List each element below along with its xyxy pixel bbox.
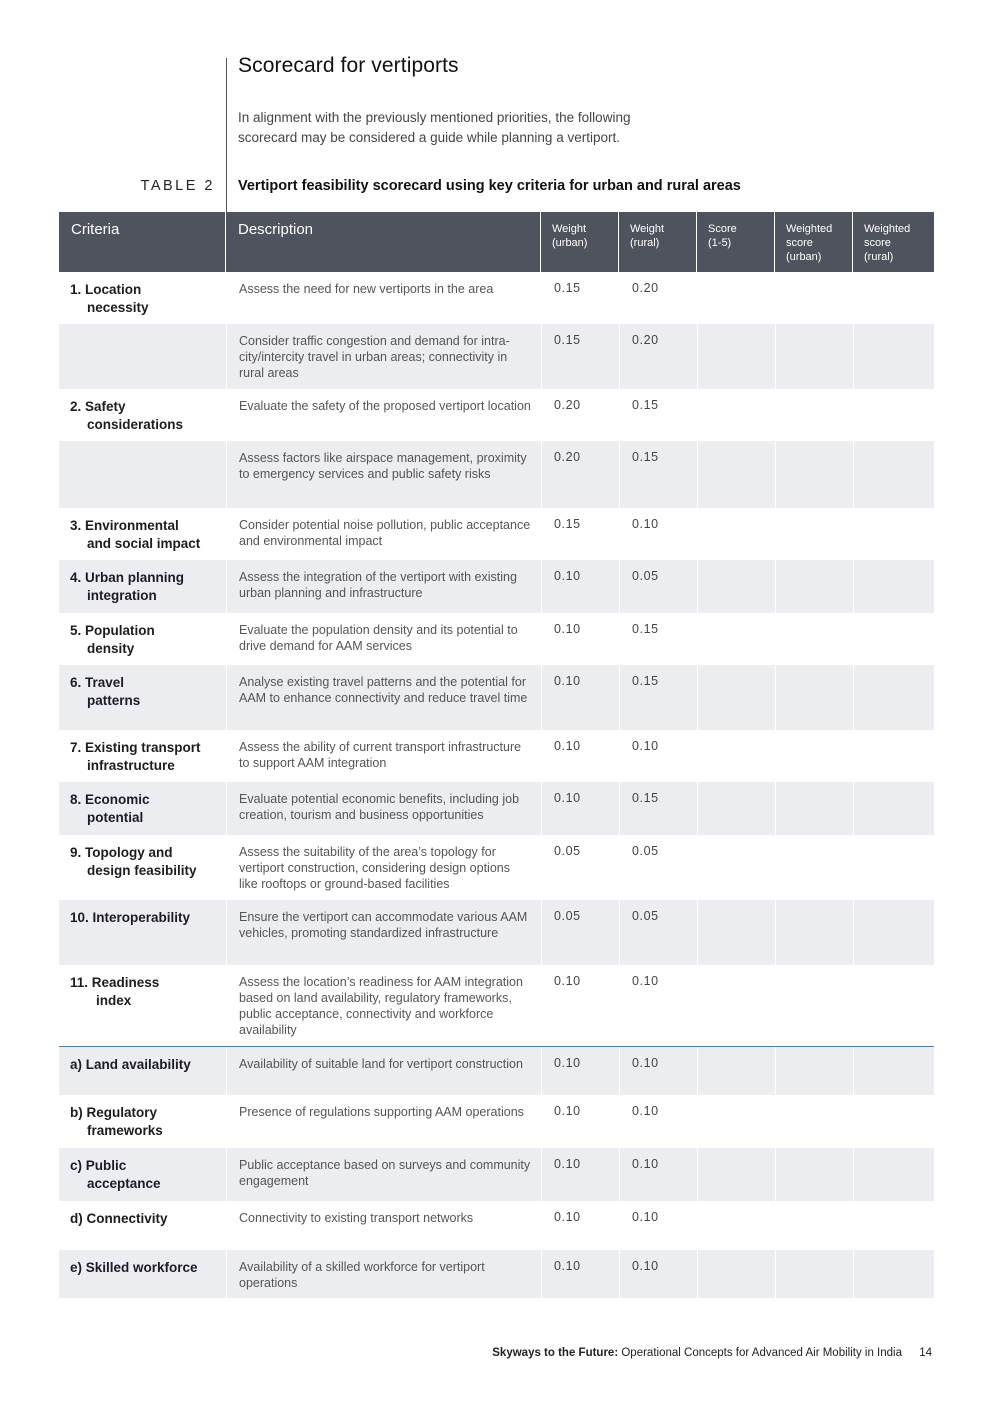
weight-rural-cell: 0.10 — [619, 965, 697, 1046]
header-description: Description — [226, 212, 541, 272]
criteria-line: d) Connectivity — [70, 1211, 168, 1226]
intro-line: scorecard may be considered a guide while planning a vertiport. — [238, 130, 620, 145]
description-cell: Assess the suitability of the area’s topology for vertiport construction, considering design options like rooftops or ground-based facilities — [226, 835, 541, 900]
header-score — [697, 212, 775, 272]
description-cell: Analyse existing travel patterns and the potential for AAM to enhance connectivity and reduce travel time — [226, 665, 541, 730]
header-line: (rural) — [630, 237, 660, 249]
header-line: (1-5) — [708, 237, 732, 249]
criteria-line: patterns — [87, 693, 141, 708]
weighted-score-urban-cell — [775, 1047, 853, 1095]
description-cell: Assess the need for new vertiports in the area — [226, 272, 541, 324]
weight-rural-cell: 0.10 — [619, 508, 697, 560]
table-header — [59, 212, 934, 272]
weight-rural-cell: 0.10 — [619, 1201, 697, 1250]
table-row — [59, 835, 934, 900]
weight-rural-cell: 0.15 — [619, 441, 697, 508]
criteria-cell — [59, 272, 226, 324]
weighted-score-urban-cell — [775, 389, 853, 441]
weighted-score-rural-cell — [853, 1250, 934, 1298]
description-cell: Consider traffic congestion and demand for intra-city/intercity travel in urban areas; connectivity in rural areas — [226, 324, 541, 389]
criteria-line: 7. Existing transport — [70, 740, 201, 755]
weight-rural-cell: 0.20 — [619, 324, 697, 389]
score-cell — [697, 441, 775, 508]
weighted-score-rural-cell — [853, 324, 934, 389]
criteria-line: 8. Economic — [70, 792, 150, 807]
table-body — [59, 272, 934, 1298]
weighted-score-urban-cell — [775, 900, 853, 965]
header-line: Weighted — [786, 223, 833, 235]
score-cell — [697, 389, 775, 441]
weighted-score-urban-cell — [775, 965, 853, 1046]
description-cell: Evaluate the safety of the proposed vertiport location — [226, 389, 541, 441]
header-line: score — [864, 237, 891, 249]
weight-urban-cell: 0.15 — [541, 324, 619, 389]
weighted-score-rural-cell — [853, 665, 934, 730]
weighted-score-rural-cell — [853, 1095, 934, 1148]
page-footer — [0, 1347, 932, 1359]
header-line: Score — [708, 223, 737, 235]
weighted-score-urban-cell — [775, 272, 853, 324]
score-cell — [697, 560, 775, 613]
criteria-cell — [59, 835, 226, 900]
criteria-line: 11. Readiness — [70, 975, 160, 990]
description-cell: Assess the integration of the vertiport with existing urban planning and infrastructure — [226, 560, 541, 613]
weighted-score-urban-cell — [775, 1148, 853, 1201]
criteria-line: 6. Travel — [70, 675, 125, 690]
score-cell — [697, 324, 775, 389]
description-cell: Presence of regulations supporting AAM operations — [226, 1095, 541, 1148]
weighted-score-rural-cell — [853, 560, 934, 613]
criteria-line: necessity — [87, 300, 149, 315]
weight-rural-cell: 0.10 — [619, 1250, 697, 1298]
footer-title: Operational Concepts for Advanced Air Mobility in India — [621, 1347, 902, 1359]
weight-urban-cell: 0.10 — [541, 1047, 619, 1095]
description-cell: Assess factors like airspace management, proximity to emergency services and public safety risks — [226, 441, 541, 508]
table-row — [59, 665, 934, 730]
weight-urban-cell: 0.10 — [541, 613, 619, 665]
weight-urban-cell: 0.20 — [541, 389, 619, 441]
weight-urban-cell: 0.05 — [541, 900, 619, 965]
weight-urban-cell: 0.10 — [541, 782, 619, 835]
description-cell: Public acceptance based on surveys and community engagement — [226, 1148, 541, 1201]
weight-rural-cell: 0.10 — [619, 1047, 697, 1095]
criteria-line: integration — [87, 588, 157, 603]
weighted-score-rural-cell — [853, 965, 934, 1046]
weight-urban-cell: 0.20 — [541, 441, 619, 508]
weighted-score-rural-cell — [853, 730, 934, 782]
weighted-score-rural-cell — [853, 613, 934, 665]
criteria-cell — [59, 782, 226, 835]
header-weighted-score-urban — [775, 212, 853, 272]
table-row — [59, 900, 934, 965]
header-criteria: Criteria — [59, 212, 226, 272]
weight-urban-cell: 0.05 — [541, 835, 619, 900]
weighted-score-rural-cell — [853, 1201, 934, 1250]
criteria-line: c) Public — [70, 1158, 127, 1173]
criteria-line: 9. Topology and — [70, 845, 173, 860]
description-cell: Availability of suitable land for vertiport construction — [226, 1047, 541, 1095]
criteria-line: density — [87, 641, 135, 656]
weighted-score-rural-cell — [853, 508, 934, 560]
criteria-line: design feasibility — [87, 863, 197, 878]
table-row — [59, 1250, 934, 1298]
score-cell — [697, 1047, 775, 1095]
weight-rural-cell: 0.10 — [619, 1148, 697, 1201]
criteria-line: 4. Urban planning — [70, 570, 185, 585]
criteria-line: e) Skilled workforce — [70, 1260, 198, 1275]
criteria-cell — [59, 1148, 226, 1201]
weight-urban-cell: 0.10 — [541, 560, 619, 613]
criteria-cell — [59, 1201, 226, 1250]
weighted-score-rural-cell — [853, 389, 934, 441]
weighted-score-urban-cell — [775, 665, 853, 730]
table-row — [59, 1095, 934, 1148]
criteria-line: 10. Interoperability — [70, 910, 191, 925]
table-row — [59, 613, 934, 665]
header-weight-rural — [619, 212, 697, 272]
weight-urban-cell: 0.10 — [541, 1148, 619, 1201]
page-number: 14 — [919, 1347, 932, 1359]
criteria-cell — [59, 389, 226, 441]
weight-urban-cell: 0.10 — [541, 1095, 619, 1148]
weight-rural-cell: 0.15 — [619, 389, 697, 441]
criteria-cell — [59, 965, 226, 1046]
weight-urban-cell: 0.15 — [541, 272, 619, 324]
page-title: Scorecard for vertiports — [238, 54, 459, 77]
criteria-line: frameworks — [87, 1123, 163, 1138]
criteria-cell — [59, 900, 226, 965]
table-row — [59, 389, 934, 441]
criteria-cell — [59, 508, 226, 560]
table-row — [59, 560, 934, 613]
weight-urban-cell: 0.10 — [541, 965, 619, 1046]
table-row — [59, 272, 934, 324]
header-line: (urban) — [786, 251, 822, 263]
criteria-line: potential — [87, 810, 144, 825]
intro-line: In alignment with the previously mentioned priorities, the following — [238, 110, 631, 125]
weighted-score-rural-cell — [853, 900, 934, 965]
weight-urban-cell: 0.15 — [541, 508, 619, 560]
weighted-score-rural-cell — [853, 272, 934, 324]
description-cell: Availability of a skilled workforce for vertiport operations — [226, 1250, 541, 1298]
criteria-cell — [59, 665, 226, 730]
table-row — [59, 1201, 934, 1250]
table-row — [59, 508, 934, 560]
header-line: Weight — [630, 223, 665, 235]
weight-rural-cell: 0.05 — [619, 900, 697, 965]
footer-title-bold: Skyways to the Future: — [492, 1347, 619, 1359]
weight-rural-cell: 0.10 — [619, 730, 697, 782]
score-cell — [697, 782, 775, 835]
score-cell — [697, 835, 775, 900]
weight-rural-cell: 0.15 — [619, 613, 697, 665]
score-cell — [697, 900, 775, 965]
weighted-score-urban-cell — [775, 1201, 853, 1250]
criteria-line: 1. Location — [70, 282, 142, 297]
weighted-score-urban-cell — [775, 613, 853, 665]
score-cell — [697, 1250, 775, 1298]
criteria-line: infrastructure — [87, 758, 175, 773]
criteria-line: 3. Environmental — [70, 518, 179, 533]
header-weighted-score-rural — [853, 212, 934, 272]
table-row — [59, 730, 934, 782]
score-cell — [697, 272, 775, 324]
weighted-score-urban-cell — [775, 508, 853, 560]
intro-paragraph — [238, 108, 678, 148]
weight-urban-cell: 0.10 — [541, 665, 619, 730]
weight-urban-cell: 0.10 — [541, 730, 619, 782]
header-line: (rural) — [864, 251, 894, 263]
criteria-line: a) Land availability — [70, 1057, 191, 1072]
weighted-score-urban-cell — [775, 730, 853, 782]
table-row — [59, 1047, 934, 1095]
weighted-score-rural-cell — [853, 782, 934, 835]
criteria-cell — [59, 324, 226, 389]
weighted-score-rural-cell — [853, 1047, 934, 1095]
score-cell — [697, 965, 775, 1046]
weight-rural-cell: 0.15 — [619, 782, 697, 835]
weighted-score-urban-cell — [775, 782, 853, 835]
weight-urban-cell: 0.10 — [541, 1250, 619, 1298]
criteria-cell — [59, 560, 226, 613]
table-row — [59, 782, 934, 835]
score-cell — [697, 1148, 775, 1201]
weight-rural-cell: 0.05 — [619, 560, 697, 613]
criteria-cell — [59, 441, 226, 508]
criteria-line: b) Regulatory — [70, 1105, 158, 1120]
header-weight-urban — [541, 212, 619, 272]
description-cell: Connectivity to existing transport networks — [226, 1201, 541, 1250]
weighted-score-rural-cell — [853, 835, 934, 900]
weighted-score-urban-cell — [775, 835, 853, 900]
criteria-cell — [59, 1250, 226, 1298]
score-cell — [697, 730, 775, 782]
header-line: score — [786, 237, 813, 249]
header-line: (urban) — [552, 237, 588, 249]
description-cell: Assess the location’s readiness for AAM integration based on land availability, regulatory frameworks, public acceptance, connectivity and workforce availability — [226, 965, 541, 1046]
table-row — [59, 1148, 934, 1201]
criteria-line: considerations — [87, 417, 184, 432]
weighted-score-urban-cell — [775, 324, 853, 389]
weight-rural-cell: 0.10 — [619, 1095, 697, 1148]
weight-rural-cell: 0.20 — [619, 272, 697, 324]
weight-rural-cell: 0.05 — [619, 835, 697, 900]
vertical-rule — [226, 58, 227, 212]
score-cell — [697, 1201, 775, 1250]
weighted-score-urban-cell — [775, 1095, 853, 1148]
description-cell: Evaluate the population density and its potential to drive demand for AAM services — [226, 613, 541, 665]
criteria-line: acceptance — [87, 1176, 161, 1191]
scorecard-table — [59, 212, 934, 1298]
criteria-line: index — [96, 993, 132, 1008]
criteria-line: and social impact — [87, 536, 201, 551]
table-label: TABLE 2 — [140, 178, 215, 194]
score-cell — [697, 1095, 775, 1148]
score-cell — [697, 665, 775, 730]
criteria-cell — [59, 730, 226, 782]
description-cell: Evaluate potential economic benefits, including job creation, tourism and business opportunities — [226, 782, 541, 835]
weighted-score-urban-cell — [775, 1250, 853, 1298]
weighted-score-urban-cell — [775, 560, 853, 613]
table-caption: Vertiport feasibility scorecard using key criteria for urban and rural areas — [238, 178, 741, 194]
weight-rural-cell: 0.15 — [619, 665, 697, 730]
table-row — [59, 965, 934, 1046]
table-row — [59, 441, 934, 508]
criteria-cell — [59, 1047, 226, 1095]
score-cell — [697, 613, 775, 665]
header-line: Weighted — [864, 223, 911, 235]
description-cell: Consider potential noise pollution, public acceptance and environmental impact — [226, 508, 541, 560]
criteria-cell — [59, 1095, 226, 1148]
score-cell — [697, 508, 775, 560]
weighted-score-rural-cell — [853, 441, 934, 508]
weighted-score-rural-cell — [853, 1148, 934, 1201]
header-line: Weight — [552, 223, 587, 235]
weight-urban-cell: 0.10 — [541, 1201, 619, 1250]
criteria-line: 2. Safety — [70, 399, 126, 414]
criteria-cell — [59, 613, 226, 665]
table-row — [59, 324, 934, 389]
criteria-line: 5. Population — [70, 623, 155, 638]
description-cell: Assess the ability of current transport infrastructure to support AAM integration — [226, 730, 541, 782]
weighted-score-urban-cell — [775, 441, 853, 508]
description-cell: Ensure the vertiport can accommodate various AAM vehicles, promoting standardized infrastructure — [226, 900, 541, 965]
